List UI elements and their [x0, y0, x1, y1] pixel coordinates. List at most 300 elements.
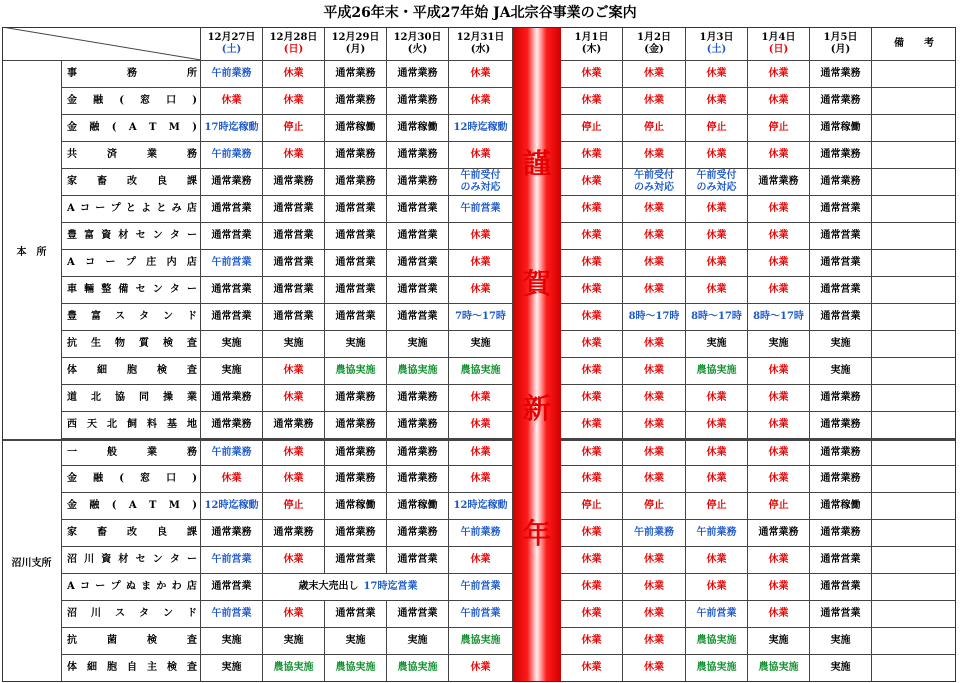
table-row [62, 61, 956, 88]
row-name: 西 天 北 飼 料 基 地 [62, 412, 201, 438]
status-cell: 通常営業 [263, 223, 325, 249]
status-cell: 午前業務 [201, 61, 263, 87]
status-cell: 通常業務 [810, 441, 872, 465]
status-cell: 通常業務 [387, 142, 449, 168]
status-cell: 休業 [201, 466, 263, 492]
status-cell: 休業 [686, 196, 748, 222]
status-cell: 農協実施 [387, 655, 449, 681]
date-label: 1月4日 [761, 31, 796, 43]
date-label: 1月2日 [637, 31, 671, 43]
status-cell: 休業 [748, 358, 810, 384]
status-cell: 通常業務 [387, 412, 449, 438]
row-name: 家 畜 改 良 課 [62, 169, 201, 195]
table-row [62, 304, 956, 331]
status-cell: 通常営業 [810, 196, 872, 222]
status-cell: 休業 [623, 142, 686, 168]
status-cell: 午前営業 [201, 250, 263, 276]
status-cell: 休業 [449, 277, 513, 303]
row-name: 抗 菌 検 査 [62, 628, 201, 654]
remarks-cell [872, 385, 956, 411]
status-cell: 農協実施 [263, 655, 325, 681]
table-row [62, 88, 956, 115]
remarks-cell [872, 358, 956, 384]
status-cell: 停止 [561, 493, 623, 519]
status-cell: 休業 [748, 547, 810, 573]
remarks-cell [872, 520, 956, 546]
status-cell: 休業 [623, 601, 686, 627]
status-cell: 休業 [263, 61, 325, 87]
table-row [62, 466, 956, 493]
status-cell: 通常営業 [387, 196, 449, 222]
table-row [62, 196, 956, 223]
status-cell: 通常業務 [810, 142, 872, 168]
status-cell: 通常営業 [325, 601, 387, 627]
status-cell: 停止 [263, 115, 325, 141]
date-label: 12月27日 [207, 31, 256, 43]
table-row [62, 223, 956, 250]
status-cell: 午前受付 のみ対応 [623, 169, 686, 195]
status-cell: 休業 [686, 547, 748, 573]
status-cell: 実施 [810, 628, 872, 654]
status-cell: 休業 [686, 441, 748, 465]
status-cell: 実施 [201, 628, 263, 654]
date-label: 1月5日 [823, 31, 858, 43]
status-cell: 実施 [201, 331, 263, 357]
status-cell: 通常業務 [201, 169, 263, 195]
status-cell: 休業 [263, 466, 325, 492]
remarks-cell [872, 574, 956, 600]
status-cell: 休業 [263, 88, 325, 114]
status-cell: 休業 [561, 441, 623, 465]
status-cell: 実施 [449, 331, 513, 357]
status-cell: 休業 [449, 441, 513, 465]
status-cell: 実施 [263, 628, 325, 654]
status-cell: 休業 [263, 358, 325, 384]
status-cell: 休業 [561, 304, 623, 330]
status-cell: 午前営業 [449, 574, 513, 600]
remarks-cell [872, 628, 956, 654]
status-cell: 実施 [748, 331, 810, 357]
remarks-cell [872, 196, 956, 222]
row-name: A コ ー プ 庄 内 店 [62, 250, 201, 276]
status-cell: 通常業務 [325, 441, 387, 465]
status-cell: 通常業務 [810, 169, 872, 195]
status-cell: 実施 [810, 358, 872, 384]
status-cell: 午前業務 [623, 520, 686, 546]
status-cell: 休業 [263, 601, 325, 627]
status-cell: 休業 [623, 358, 686, 384]
status-cell: 休業 [623, 385, 686, 411]
status-cell: 通常営業 [201, 574, 263, 600]
status-cell: 通常業務 [748, 169, 810, 195]
status-cell: 休業 [561, 574, 623, 600]
status-cell: 休業 [449, 385, 513, 411]
status-cell: 休業 [623, 223, 686, 249]
date-label: 1月1日 [574, 31, 609, 43]
status-cell: 通常営業 [201, 196, 263, 222]
row-name: A コ ー プ と よ と み 店 [62, 196, 201, 222]
status-cell: 通常業務 [387, 520, 449, 546]
status-cell: 休業 [561, 358, 623, 384]
status-cell: 農協実施 [387, 358, 449, 384]
row-name: 車 輛 整 備 セ ン タ ー [62, 277, 201, 303]
row-name: 豊 富 ス タ ン ド [62, 304, 201, 330]
status-cell: 午前営業 [201, 601, 263, 627]
remarks-cell [872, 169, 956, 195]
status-cell: 通常営業 [810, 304, 872, 330]
status-cell: 午前営業 [201, 547, 263, 573]
table-row [62, 547, 956, 574]
remarks-cell [872, 223, 956, 249]
status-cell: 通常稼働 [325, 115, 387, 141]
remarks-cell [872, 88, 956, 114]
status-cell: 通常業務 [810, 466, 872, 492]
status-cell: 休業 [561, 412, 623, 438]
table-row [62, 655, 956, 682]
status-cell: 通常営業 [325, 277, 387, 303]
date-label: 12月29日 [331, 31, 380, 43]
status-cell: 休業 [623, 412, 686, 438]
status-cell: 休業 [623, 547, 686, 573]
status-cell: 7時～17時 [449, 304, 513, 330]
status-cell: 通常営業 [263, 277, 325, 303]
status-cell: 休業 [263, 547, 325, 573]
status-cell: 休業 [686, 61, 748, 87]
status-cell: 12時迄稼動 [201, 493, 263, 519]
table-row [62, 412, 956, 439]
status-cell: 休業 [449, 250, 513, 276]
status-cell: 農協実施 [325, 358, 387, 384]
status-cell: 休業 [623, 196, 686, 222]
status-cell: 通常営業 [810, 223, 872, 249]
status-cell: 休業 [561, 88, 623, 114]
status-cell: 休業 [201, 88, 263, 114]
status-cell: 停止 [623, 493, 686, 519]
table-row [62, 115, 956, 142]
status-cell: 通常稼働 [387, 115, 449, 141]
row-name: 金 融 ( A T M ) [62, 493, 201, 519]
status-cell: 通常営業 [387, 277, 449, 303]
status-cell: 休業 [748, 250, 810, 276]
table-row [62, 628, 956, 655]
status-cell: 休業 [561, 277, 623, 303]
row-name: 豊 富 資 材 セ ン タ ー [62, 223, 201, 249]
status-cell: 休業 [561, 466, 623, 492]
status-cell: 停止 [748, 493, 810, 519]
status-cell: 休業 [449, 88, 513, 114]
status-cell: 通常営業 [325, 547, 387, 573]
remarks-cell [872, 493, 956, 519]
status-cell: 通常営業 [387, 601, 449, 627]
status-cell: 実施 [201, 655, 263, 681]
status-cell: 通常稼働 [325, 493, 387, 519]
status-cell: 通常営業 [201, 223, 263, 249]
status-cell: 通常業務 [387, 466, 449, 492]
date-header [201, 27, 263, 60]
status-cell: 実施 [748, 628, 810, 654]
status-cell: 農協実施 [449, 358, 513, 384]
remarks-cell [872, 331, 956, 357]
status-cell: 休業 [561, 628, 623, 654]
status-cell: 休業 [748, 441, 810, 465]
status-cell: 休業 [449, 547, 513, 573]
weekday-label: (水) [470, 43, 491, 55]
status-cell: 休業 [623, 277, 686, 303]
status-cell: 通常業務 [748, 520, 810, 546]
row-name: 共 済 業 務 [62, 142, 201, 168]
status-cell: 休業 [449, 142, 513, 168]
status-cell: 通常業務 [325, 61, 387, 87]
status-cell: 休業 [263, 441, 325, 465]
status-cell: 休業 [623, 250, 686, 276]
status-cell: 休業 [263, 385, 325, 411]
remarks-cell [872, 547, 956, 573]
date-header [325, 27, 387, 60]
status-cell: 午前受付 のみ対応 [686, 169, 748, 195]
status-cell: 休業 [748, 196, 810, 222]
status-cell: 午前営業 [449, 601, 513, 627]
status-cell: 休業 [686, 574, 748, 600]
remarks-cell [872, 61, 956, 87]
status-cell: 休業 [449, 61, 513, 87]
new-year-banner [513, 27, 561, 682]
status-cell: 休業 [748, 142, 810, 168]
status-cell: 休業 [686, 385, 748, 411]
status-cell: 通常業務 [810, 61, 872, 87]
table-row [62, 250, 956, 277]
date-label: 12月31日 [456, 31, 505, 43]
status-cell: 休業 [449, 412, 513, 438]
page-title: 平成26年末・平成27年始 JA北宗谷事業のご案内 [323, 5, 637, 21]
status-cell: 通常業務 [325, 520, 387, 546]
table-row [62, 574, 956, 601]
remarks-cell [872, 304, 956, 330]
status-cell: 8時～17時 [623, 304, 686, 330]
status-cell: 停止 [748, 115, 810, 141]
header-row [2, 27, 956, 61]
remarks-cell [872, 115, 956, 141]
remarks-cell [872, 601, 956, 627]
status-cell: 休業 [686, 142, 748, 168]
status-cell: 通常稼働 [810, 115, 872, 141]
status-cell: 休業 [561, 385, 623, 411]
status-cell: 通常業務 [810, 412, 872, 438]
status-cell: 午前業務 [686, 520, 748, 546]
row-name: 体 細 胞 検 査 [62, 358, 201, 384]
status-cell: 休業 [561, 142, 623, 168]
status-cell: 休業 [623, 61, 686, 87]
table-row [62, 520, 956, 547]
status-cell: 休業 [449, 655, 513, 681]
status-cell: 農協実施 [686, 358, 748, 384]
weekday-label: (土) [706, 43, 727, 55]
status-cell: 休業 [561, 331, 623, 357]
status-cell: 停止 [263, 493, 325, 519]
status-cell: 休業 [748, 574, 810, 600]
table-row [62, 331, 956, 358]
status-cell: 17時迄稼動 [201, 115, 263, 141]
table-row [62, 601, 956, 628]
status-cell: 農協実施 [325, 655, 387, 681]
status-cell: 休業 [561, 223, 623, 249]
status-cell: 午前営業 [686, 601, 748, 627]
date-label: 12月28日 [269, 31, 318, 43]
merged-note: 歳末大売出し 17時迄営業 [263, 574, 449, 600]
weekday-label: (月) [830, 43, 851, 55]
status-cell: 休業 [748, 277, 810, 303]
status-cell: 通常業務 [263, 169, 325, 195]
remarks-cell [872, 250, 956, 276]
status-cell: 休業 [686, 277, 748, 303]
row-name: 金 融 ( A T M ) [62, 115, 201, 141]
status-cell: 通常業務 [387, 61, 449, 87]
status-cell: 停止 [561, 115, 623, 141]
status-cell: 通常営業 [325, 304, 387, 330]
status-cell: 午前業務 [449, 520, 513, 546]
status-cell: 午前受付 のみ対応 [449, 169, 513, 195]
remarks-cell [872, 277, 956, 303]
date-label: 1月3日 [699, 31, 734, 43]
date-header [387, 27, 449, 60]
status-cell: 通常営業 [325, 250, 387, 276]
status-cell: 休業 [748, 466, 810, 492]
status-cell: 休業 [686, 88, 748, 114]
table-row [62, 493, 956, 520]
status-cell: 通常業務 [201, 520, 263, 546]
banner-character: 年 [522, 517, 551, 550]
date-header [748, 27, 810, 60]
status-cell: 休業 [748, 601, 810, 627]
status-cell: 通常営業 [387, 223, 449, 249]
status-cell: 通常業務 [325, 169, 387, 195]
status-cell: 実施 [325, 331, 387, 357]
table-row [62, 358, 956, 385]
status-cell: 休業 [561, 61, 623, 87]
status-cell: 通常営業 [263, 250, 325, 276]
row-name: 家 畜 改 良 課 [62, 520, 201, 546]
status-cell: 実施 [263, 331, 325, 357]
status-cell: 通常営業 [201, 304, 263, 330]
group-label: 本 所 [2, 61, 62, 439]
status-cell: 停止 [623, 115, 686, 141]
status-cell: 休業 [686, 223, 748, 249]
status-cell: 実施 [387, 331, 449, 357]
date-header [623, 27, 686, 60]
status-cell: 休業 [449, 466, 513, 492]
status-cell: 休業 [686, 466, 748, 492]
status-cell: 休業 [561, 655, 623, 681]
status-cell: 8時～17時 [748, 304, 810, 330]
status-cell: 休業 [748, 223, 810, 249]
status-cell: 午前業務 [201, 441, 263, 465]
status-cell: 実施 [810, 331, 872, 357]
status-cell: 休業 [561, 520, 623, 546]
row-name: 一 般 業 務 [62, 441, 201, 465]
status-cell: 休業 [623, 441, 686, 465]
weekday-label: (火) [407, 43, 428, 55]
status-cell: 通常営業 [810, 574, 872, 600]
status-cell: 通常業務 [387, 169, 449, 195]
row-name: 沼 川 ス タ ン ド [62, 601, 201, 627]
status-cell: 休業 [623, 655, 686, 681]
status-cell: 8時～17時 [686, 304, 748, 330]
table-row [62, 439, 956, 466]
status-cell: 12時迄稼動 [449, 115, 513, 141]
status-cell: 通常業務 [201, 412, 263, 438]
table-row [62, 169, 956, 196]
status-cell: 午前業務 [201, 142, 263, 168]
status-cell: 通常業務 [810, 520, 872, 546]
status-cell: 通常業務 [387, 385, 449, 411]
status-cell: 農協実施 [748, 655, 810, 681]
status-cell: 農協実施 [686, 655, 748, 681]
table-row [62, 142, 956, 169]
status-cell: 停止 [686, 115, 748, 141]
status-cell: 通常営業 [810, 250, 872, 276]
status-cell: 実施 [201, 358, 263, 384]
weekday-label: (日) [768, 43, 789, 55]
weekday-label: (日) [283, 43, 304, 55]
weekday-label: (木) [581, 43, 602, 55]
status-cell: 実施 [810, 655, 872, 681]
row-name: 抗 生 物 質 検 査 [62, 331, 201, 357]
row-name: 道 北 協 同 操 業 [62, 385, 201, 411]
date-header [810, 27, 872, 60]
status-cell: 休業 [623, 466, 686, 492]
row-name: A コ ー プ ぬ ま か わ 店 [62, 574, 201, 600]
status-cell: 通常業務 [810, 385, 872, 411]
status-cell: 通常業務 [263, 520, 325, 546]
status-cell: 休業 [686, 250, 748, 276]
status-cell: 休業 [623, 88, 686, 114]
date-header [686, 27, 748, 60]
status-cell: 通常業務 [201, 385, 263, 411]
status-cell: 休業 [623, 628, 686, 654]
group-label: 沼川支所 [2, 439, 62, 682]
date-header [449, 27, 513, 60]
status-cell: 通常営業 [263, 196, 325, 222]
date-header [263, 27, 325, 60]
status-cell: 通常営業 [387, 304, 449, 330]
table-row [62, 385, 956, 412]
status-cell: 休業 [623, 331, 686, 357]
remarks-cell [872, 466, 956, 492]
status-cell: 停止 [686, 493, 748, 519]
status-cell: 休業 [748, 385, 810, 411]
table-row [62, 277, 956, 304]
status-cell: 通常営業 [810, 547, 872, 573]
status-cell: 農協実施 [686, 628, 748, 654]
remarks-cell [872, 655, 956, 681]
banner-character: 新 [522, 392, 551, 425]
status-cell: 通常業務 [325, 466, 387, 492]
status-cell: 通常営業 [810, 601, 872, 627]
status-cell: 通常業務 [810, 88, 872, 114]
status-cell: 通常業務 [387, 441, 449, 465]
status-cell: 休業 [748, 61, 810, 87]
status-cell: 休業 [561, 196, 623, 222]
status-cell: 通常営業 [387, 250, 449, 276]
status-cell: 休業 [263, 142, 325, 168]
banner-character: 謹 [522, 147, 551, 180]
status-cell: 通常業務 [325, 412, 387, 438]
date-label: 12月30日 [393, 31, 442, 43]
weekday-label: (金) [644, 43, 664, 55]
status-cell: 休業 [623, 574, 686, 600]
status-cell: 通常業務 [325, 385, 387, 411]
remarks-cell [872, 441, 956, 465]
status-cell: 通常稼働 [810, 493, 872, 519]
